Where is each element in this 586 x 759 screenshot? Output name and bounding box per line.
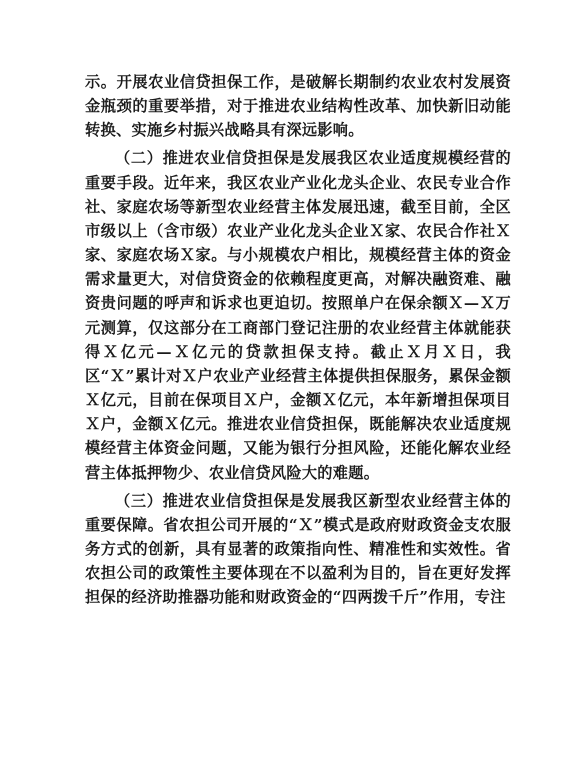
document-body	[85, 70, 511, 609]
paragraph-2: （二）推进农业信贷担保是发展我区农业适度规模经营的重要手段。近年来，我区农业产业化龙头企业、农民专业合作社、家庭农场等新型农业经营主体发展迅速，截至目前，全区市级以上（含市级）农业产业化龙头企业Ｘ家、农民合作社Ｘ家、家庭农场Ｘ家。与小规模农户相比，规模经营主体的资金需求量更大，对信贷资金的依赖程度更高，对解决融资难、融资贵问题的呼声和诉求也更迫切。按照单户在保余额Ｘ—Ｘ万元测算，仅这部分在工商部门登记注册的农业经营主体就能获得Ｘ亿元—Ｘ亿元的贷款担保支持。截止Ｘ月Ｘ日，我区“Ｘ”累计对Ｘ户农业产业经营主体提供担保服务，累保金额Ｘ亿元，目前在保项目Ｘ户，金额Ｘ亿元，本年新增担保项目Ｘ户，金额Ｘ亿元。推进农业信贷担保，既能解决农业适度规模经营主体资金问题，又能为银行分担风险，还能化解农业经营主体抵押物少、农业信贷风险大的难题。	[85, 149, 511, 482]
paragraph-1: 示。开展农业信贷担保工作，是破解长期制约农业农村发展资金瓶颈的重要举措，对于推进农业结构性改革、加快新旧动能转换、实施乡村振兴战略具有深远影响。	[85, 73, 511, 140]
paragraph-3: （三）推进农业信贷担保是发展我区新型农业经营主体的重要保障。省农担公司开展的“Ｘ”模式是政府财政资金支农服务方式的创新，具有显著的政策指向性、精准性和实效性。省农担公司的政策性主要体现在不以盈利为目的，旨在更好发挥担保的经济助推器功能和财政资金的“四两拨千斤”作用，专注	[85, 491, 511, 607]
